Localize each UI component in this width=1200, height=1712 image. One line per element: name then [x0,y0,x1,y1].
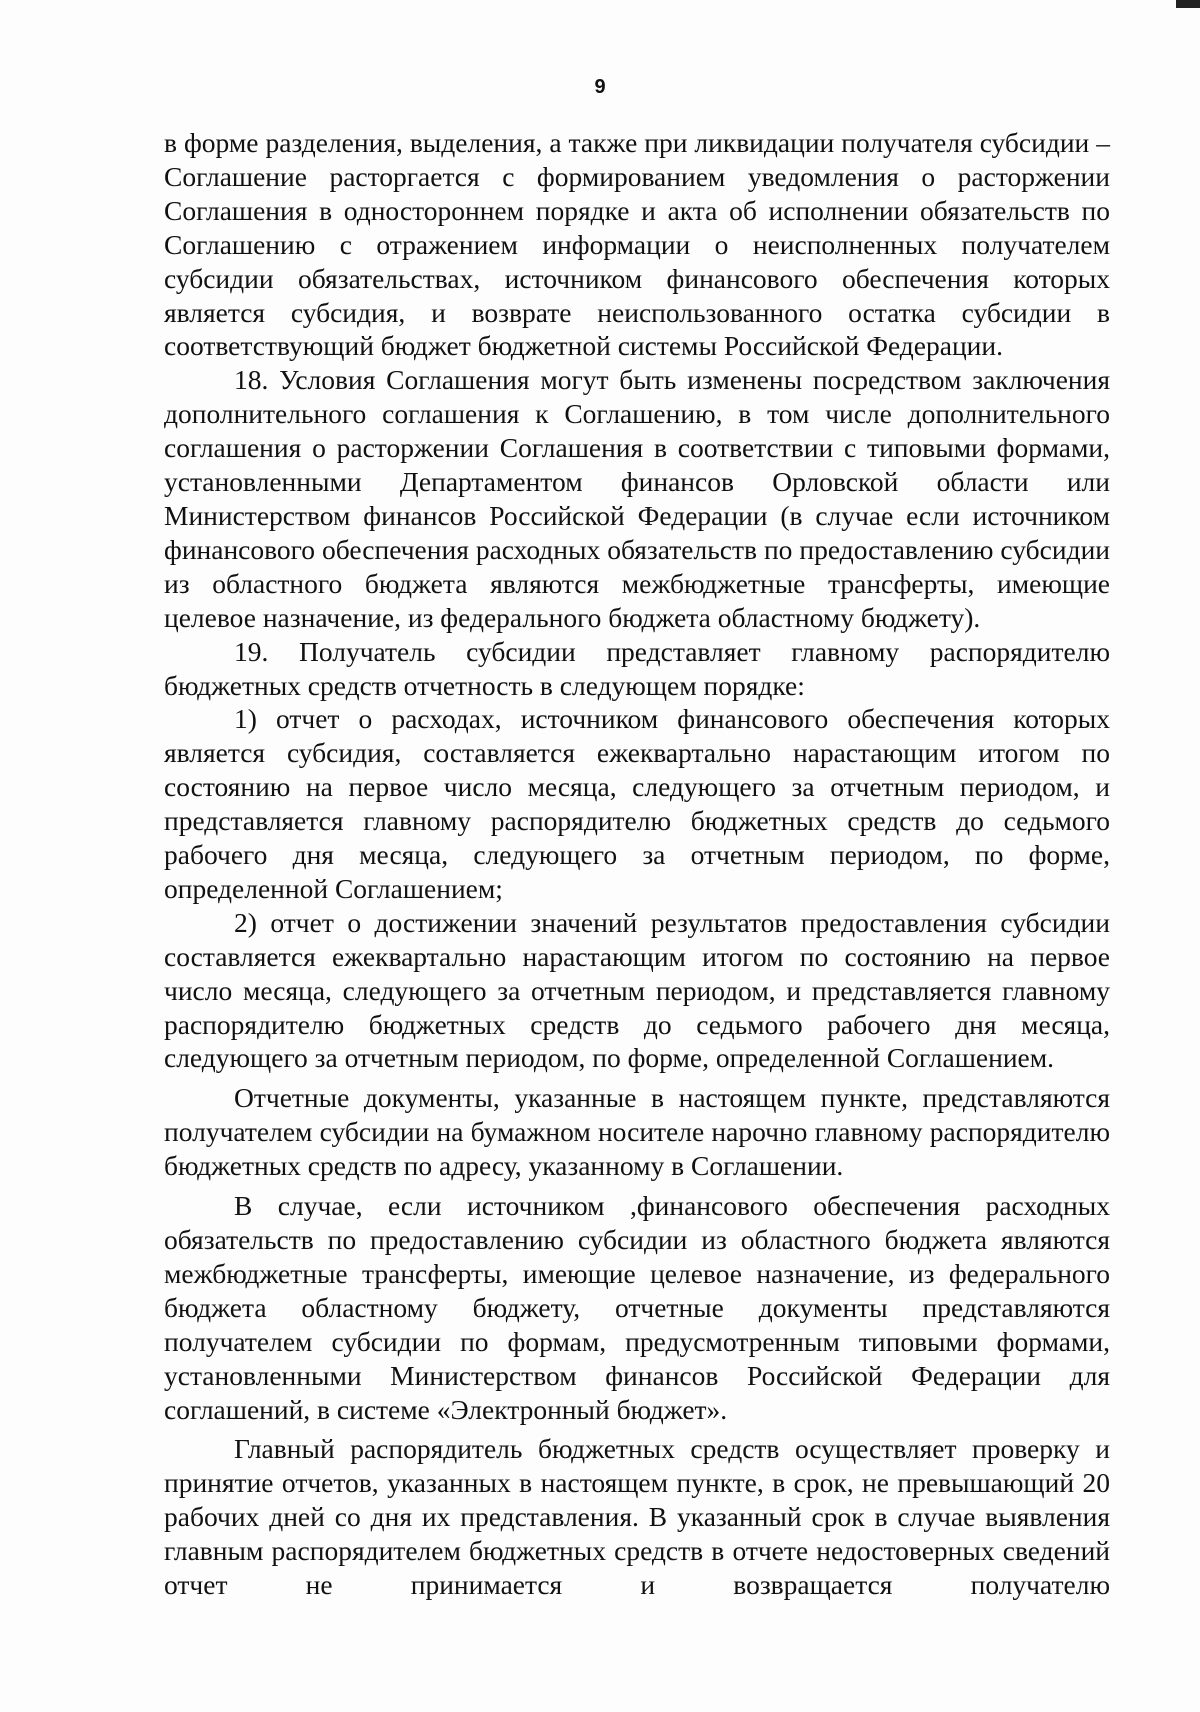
paragraph-continuation: в форме разделения, выделения, а также при ликвидации получателя субсидии – Соглашение расторгается с формированием уведомления о расторжении Соглашения в одностороннем порядке и акта об исполнении обязательств по Соглашению с отражением информации о неисполненных получателем субсидии обязательствах, источником финансового обеспечения которых является субсидия, и возврате неиспользованного остатка субсидии в соответствующий бюджет бюджетной системы Российской Федерации. [164,127,1110,362]
paragraph-19-item-1: 1) отчет о расходах, источником финансового обеспечения которых является субсидия, составляется ежеквартально нарастающим итогом по состоянию на первое число месяца, следующего за отчетным периодом, и представляется главному распорядителю бюджетных средств до седьмого рабочего дня месяца, следующего за отчетным периодом, по форме, определенной Соглашением; [164,703,1110,904]
paragraph-19: 19. Получатель субсидии представляет главному распорядителю бюджетных средств отчетность в следующем порядке: [164,635,1110,701]
paragraph-federal-transfers-case: В случае, если источником ,финансового обеспечения расходных обязательств по предоставлению субсидии из областного бюджета являются межбюджетные трансферты, имеющие целевое назначение, из федерального бюджета областному бюджету, отчетные документы представляются получателем субсидии по формам, предусмотренным типовыми формами, установленными Министерством финансов Российской Федерации для соглашений, в системе «Электронный бюджет». [164,1190,1110,1425]
paragraph-report-verification: Главный распорядитель бюджетных средств осуществляет проверку и принятие отчетов, указанных в настоящем пункте, в срок, не превышающий 20 рабочих дней со дня их представления. В указанный срок в случае выявления главным распорядителем бюджетных средств в отчете недостоверных сведений отчет не принимается и возвращается получателю [164,1433,1110,1601]
page-number: 9 [594,76,606,98]
paragraph-19-item-2: 2) отчет о достижении значений результатов предоставления субсидии составляется ежеквартально нарастающим итогом по состоянию на первое число месяца, следующего за отчетным периодом, и представляется главному распорядителю бюджетных средств до седьмого рабочего дня месяца, следующего за отчетным периодом, по форме, определенной Соглашением. [164,906,1110,1074]
paragraph-reporting-documents: Отчетные документы, указанные в настоящем пункте, представляются получателем субсидии на бумажном носителе нарочно главному распорядителю бюджетных средств по адресу, указанному в Соглашении. [164,1082,1110,1182]
paragraph-18: 18. Условия Соглашения могут быть изменены посредством заключения дополнительного соглашения к Соглашению, в том числе дополнительного соглашения о расторжении Соглашения в соответствии с типовыми формами, установленными Департаментом финансов Орловской области или Министерством финансов Российской Федерации (в случае если источником финансового обеспечения расходных обязательств по предоставлению субсидии из областного бюджета являются межбюджетные трансферты, имеющие целевое назначение, из федерального бюджета областному бюджету). [164,364,1110,633]
scan-edge-mark [1176,0,1200,8]
document-body [164,126,1110,1602]
